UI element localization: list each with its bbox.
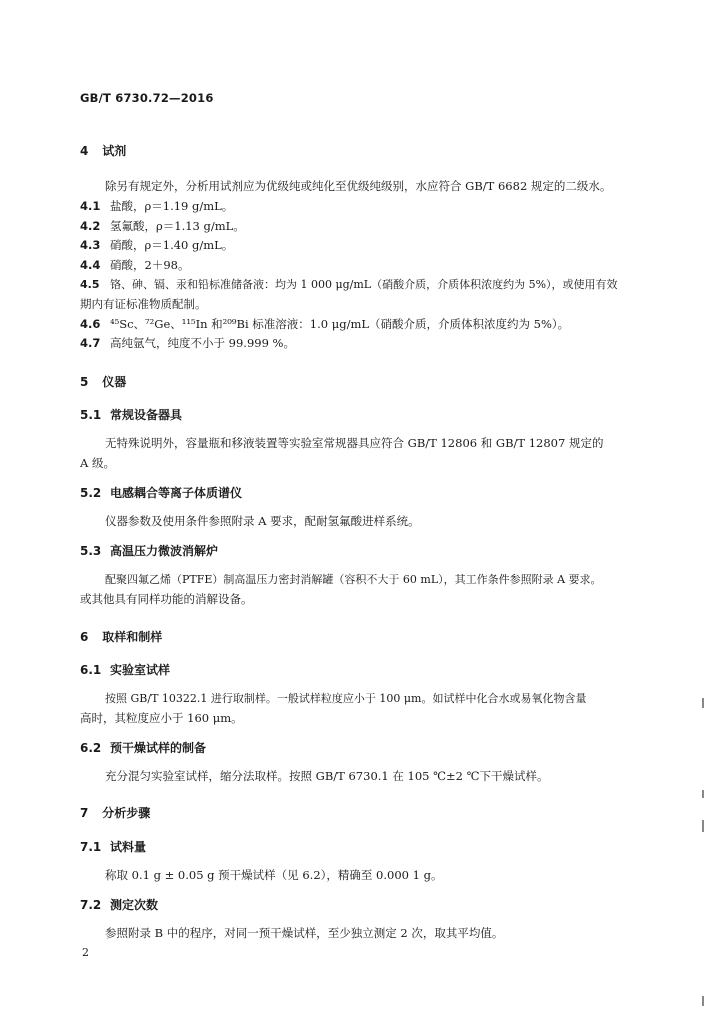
subsection-6-1-heading xyxy=(80,661,170,678)
subsection-5-2-line-1: 仪器参数及使用条件参照附录 A 要求，配耐氢氟酸进样系统。 xyxy=(105,514,420,528)
item-number: 4.6 xyxy=(80,317,101,331)
standard-number-header: GB/T 6730.72—2016 xyxy=(80,91,214,105)
subsection-5-1-line-2: A 级。 xyxy=(80,456,115,470)
section-title: 试剂 xyxy=(102,144,127,158)
subsection-7-2-heading xyxy=(80,896,158,913)
subsection-title: 高温压力微波消解炉 xyxy=(110,544,219,558)
subsection-5-3-heading xyxy=(80,542,218,559)
subsection-number: 5.3 xyxy=(80,544,102,558)
subsection-5-3-line-1: 配聚四氟乙烯（PTFE）制高温压力密封消解罐（容积不大于 60 mL），其工作条件参照附录 A 要求。 xyxy=(105,573,602,586)
item-text: 硝酸，2＋98。 xyxy=(110,258,190,272)
item-number: 4.5 xyxy=(80,278,100,291)
scan-mark xyxy=(702,698,704,708)
subsection-number: 7.2 xyxy=(80,898,102,912)
reagent-4-5-continued: 期内有证标准物质配制。 xyxy=(80,297,207,311)
item-text: 高纯氩气，纯度不小于 99.999 %。 xyxy=(110,336,295,350)
reagent-4-4 xyxy=(80,257,189,273)
subsection-title: 常规设备器具 xyxy=(110,408,183,422)
subsection-5-1-heading xyxy=(80,406,182,423)
reagent-4-1 xyxy=(80,198,233,214)
subsection-7-1-line-1: 称取 0.1 g ± 0.05 g 预干燥试样（见 6.2），精确至 0.000 1 g。 xyxy=(105,868,443,882)
item-text: 硝酸，ρ＝1.40 g/mL。 xyxy=(110,238,234,252)
reagent-4-6 xyxy=(80,316,569,332)
subsection-6-2-line-1: 充分混匀实验室试样，缩分法取样。按照 GB/T 6730.1 在 105 ℃±2 ℃下干燥试样。 xyxy=(105,769,549,783)
subsection-number: 5.2 xyxy=(80,486,102,500)
subsection-title: 实验室试样 xyxy=(110,663,171,677)
reagent-4-2 xyxy=(80,218,245,234)
subsection-5-2-heading xyxy=(80,484,242,501)
subsection-title: 预干燥试样的制备 xyxy=(110,741,207,755)
reagent-4-3 xyxy=(80,237,233,253)
item-number: 4.4 xyxy=(80,258,101,272)
section-title: 仪器 xyxy=(102,375,127,389)
section-4-heading xyxy=(80,142,126,159)
section-number: 4 xyxy=(80,144,89,158)
subsection-title: 测定次数 xyxy=(110,898,159,912)
subsection-6-1-line-1: 按照 GB/T 10322.1 进行取制样。一般试样粒度应小于 100 μm。如试样中化合水或易氧化物含量 xyxy=(105,692,587,705)
reagent-4-7 xyxy=(80,335,295,351)
page-number: 2 xyxy=(82,946,89,959)
reagent-4-5 xyxy=(80,276,618,292)
section-7-heading xyxy=(80,804,150,821)
section-title: 分析步骤 xyxy=(102,806,151,820)
section-number: 7 xyxy=(80,806,89,820)
section-4-intro: 除另有规定外，分析用试剂应为优级纯或纯化至优级纯级别，水应符合 GB/T 6682 规定的二级水。 xyxy=(105,179,612,193)
subsection-title: 电感耦合等离子体质谱仪 xyxy=(110,486,243,500)
subsection-number: 7.1 xyxy=(80,840,102,854)
scan-mark xyxy=(702,996,704,1006)
subsection-6-1-line-2: 高时，其粒度应小于 160 μm。 xyxy=(80,711,243,725)
subsection-number: 6.2 xyxy=(80,741,102,755)
subsection-5-3-line-2: 或其他具有同样功能的消解设备。 xyxy=(80,592,253,606)
item-number: 4.3 xyxy=(80,238,101,252)
item-number: 4.2 xyxy=(80,219,101,233)
subsection-7-2-line-1: 参照附录 B 中的程序，对同一预干燥试样，至少独立测定 2 次，取其平均值。 xyxy=(105,926,504,940)
scan-mark xyxy=(702,790,704,798)
section-6-heading xyxy=(80,628,162,645)
subsection-title: 试料量 xyxy=(110,840,147,854)
subsection-6-2-heading xyxy=(80,739,206,756)
section-number: 5 xyxy=(80,375,89,389)
item-number: 4.1 xyxy=(80,199,101,213)
subsection-number: 5.1 xyxy=(80,408,102,422)
subsection-7-1-heading xyxy=(80,838,146,855)
item-text: 氢氟酸，ρ＝1.13 g/mL。 xyxy=(110,219,245,233)
item-text: ⁴⁵Sc、⁷²Ge、¹¹⁵In 和²⁰⁹Bi 标准溶液：1.0 μg/mL（硝酸介质，介质体积浓度约为 5%）。 xyxy=(110,317,570,331)
item-text: 盐酸，ρ＝1.19 g/mL。 xyxy=(110,199,234,213)
item-text: 铬、砷、镉、汞和铅标准储备液：均为 1 000 μg/mL（硝酸介质，介质体积浓度约为 5%），或使用有效 xyxy=(110,278,618,291)
item-number: 4.7 xyxy=(80,336,101,350)
section-title: 取样和制样 xyxy=(102,630,163,644)
subsection-number: 6.1 xyxy=(80,663,102,677)
section-number: 6 xyxy=(80,630,89,644)
section-5-heading xyxy=(80,373,126,390)
subsection-5-1-line-1: 无特殊说明外，容量瓶和移液装置等实验室常规器具应符合 GB/T 12806 和 GB/T 12807 规定的 xyxy=(105,436,604,450)
scan-mark xyxy=(702,820,704,832)
